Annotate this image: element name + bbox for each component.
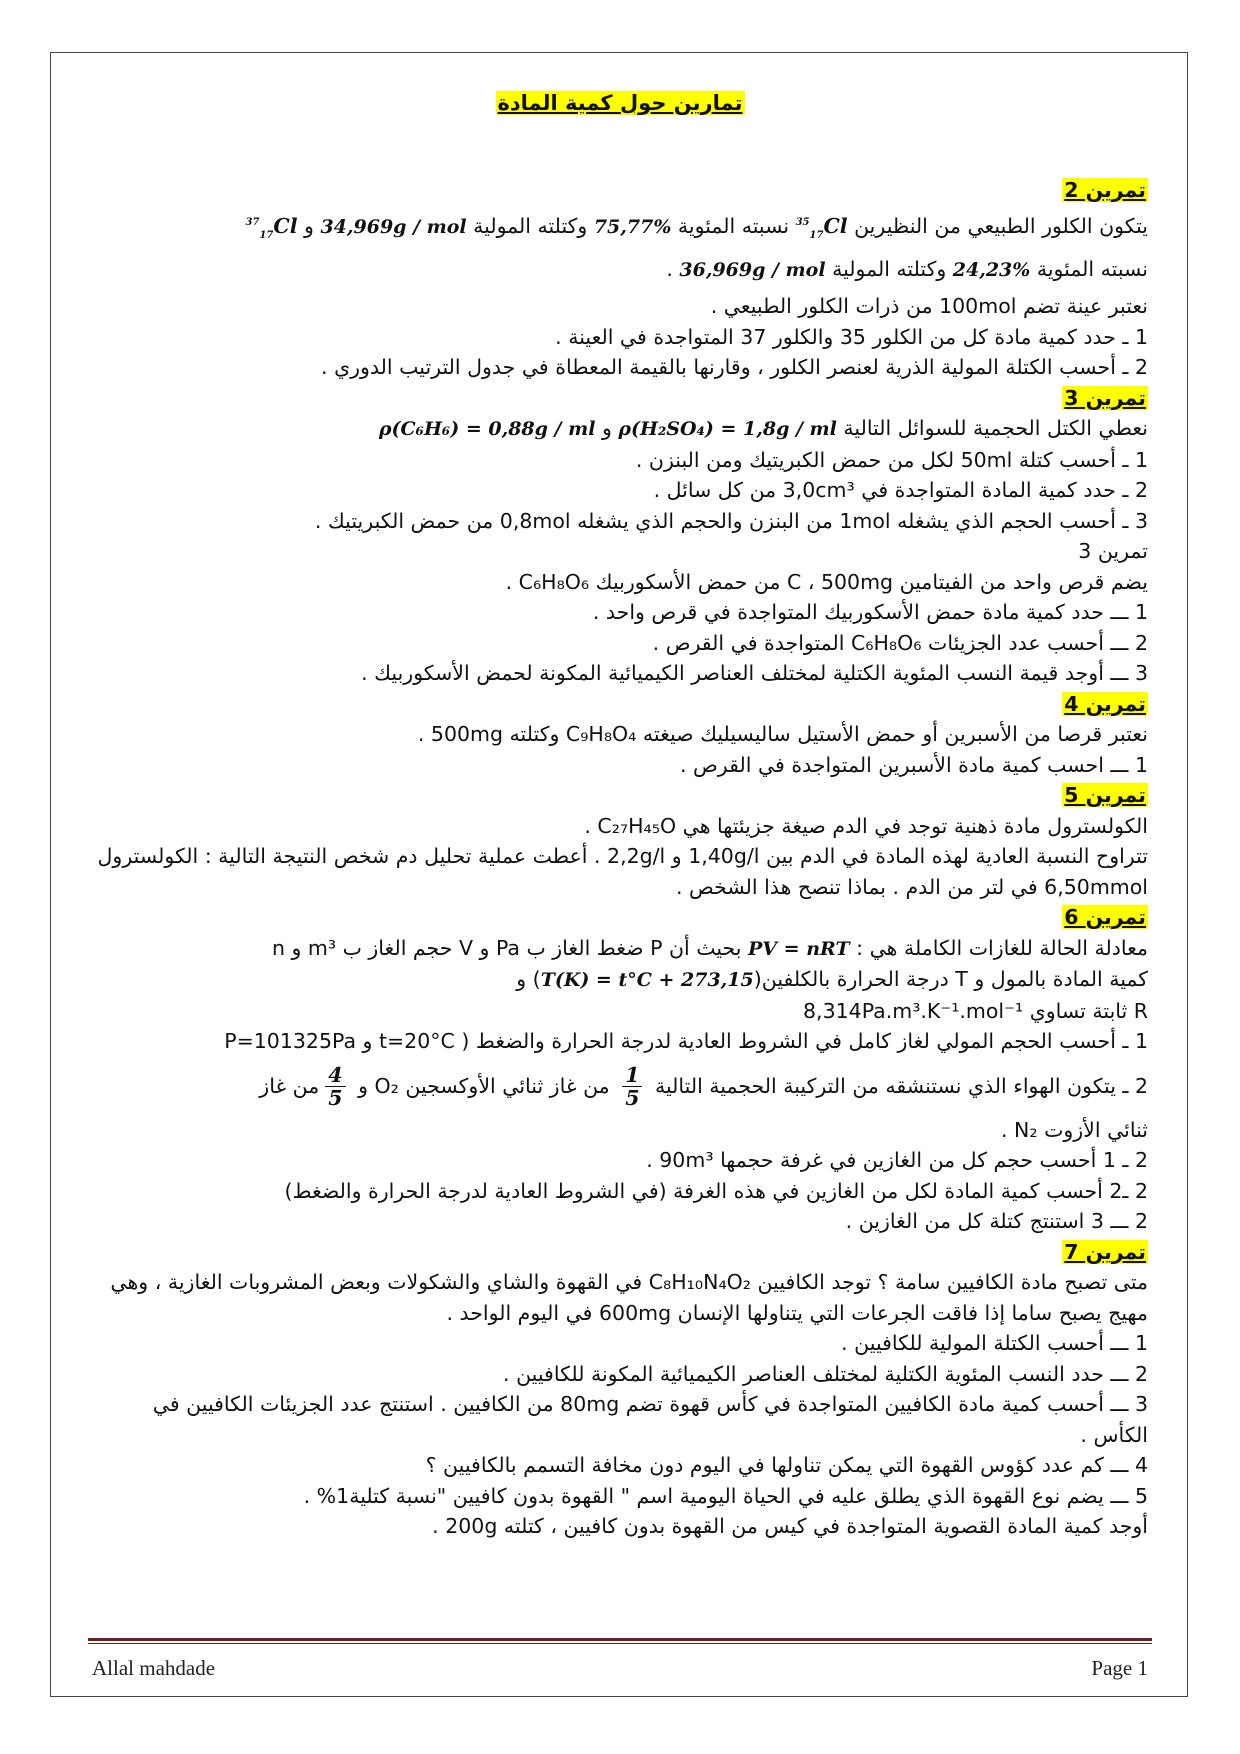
- exercise-3-heading: تمرين 3: [1064, 385, 1146, 410]
- footer-page-number: Page 1: [1091, 1656, 1148, 1680]
- exercise-2-line-3: نعتبر عينة تضم 100mol من ذرات الكلور الطبيعي .: [710, 294, 1148, 318]
- exercise-2-heading: تمرين 2: [1064, 177, 1146, 202]
- exercise-7-line-1: متى تصبح مادة الكافيين سامة ؟ توجد الكافيين C₈H₁₀N₄O₂ في القهوة والشاي والشكولات وبعض المشروبات الغازية ، وهي مهيج يصبح ساما إذا فاقت الجرعات التي يتناولها الإنسان 600mg في اليوم الواحد .: [110, 1270, 1148, 1325]
- exercise-3b-heading: تمرين 3: [1078, 539, 1148, 563]
- footer-author: Allal mahdade: [92, 1656, 216, 1680]
- exercise-2-line-1: يتكون الكلور الطبيعي من النظيرين $^{35}_{17}$Cl نسبته المئوية 75,77% وكتلته المولية 34,969g / mol و $^{37}_{17}$Cl: [245, 214, 1148, 242]
- exercise-3b-question-3: 3 ـــ أوجد قيمة النسب المئوية الكتلية لمختلف العناصر الكيميائية المكونة لحمض الأسكوربيك .: [361, 661, 1148, 685]
- exercise-7-question-1: 1 ـــ أحسب الكتلة المولية للكافيين .: [841, 1331, 1148, 1355]
- exercise-7-question-3: 3 ـــ أحسب كمية مادة الكافيين المتواجدة في كأس قهوة تضم 80mg من الكافيين . استنتج عدد الجزيئات الكافيين في الكأس .: [152, 1392, 1148, 1447]
- exercise-6-question-2-3: 2 ـــ 3 استنتج كتلة كل من الغازين .: [845, 1209, 1148, 1233]
- exercise-6-question-2-2: 2 ـ2 أحسب كمية المادة لكل من الغازين في هذه الغرفة (في الشروط العادية لدرجة الحرارة والضغط): [284, 1178, 1148, 1203]
- page-title: تمارين حول كمية المادة: [497, 91, 743, 115]
- exercise-2-line-2: نسبته المئوية 24,23% وكتلته المولية 36,969g / mol .: [666, 257, 1148, 281]
- exercise-4-line-1: نعتبر قرصا من الأسبرين أو حمض الأستيل ساليسيليك صيغته C₉H₈O₄ وكتلته 500mg .: [417, 722, 1148, 746]
- exercise-7-question-2: 2 ـــ حدد النسب المئوية الكتلية لمختلف العناصر الكيميائية المكونة للكافيين .: [503, 1361, 1148, 1386]
- exercise-4-heading: تمرين 4: [1064, 691, 1146, 716]
- exercise-7-question-5: 5 ـــ يضم نوع القهوة الذي يطلق عليه في الحياة اليومية اسم " القهوة بدون كافيين "نسبة كتلية1% .: [303, 1483, 1148, 1508]
- exercise-6-question-2: 2 ـ يتكون الهواء الذي نستنشقه من التركيبة الحجمية التالية $\frac{1}{5}$ من غاز ثنائي الأوكسجين O₂ و $\frac{4}{5}$ من غاز: [259, 1063, 1148, 1110]
- fraction-four-fifths: $\frac{4}{5}$: [325, 1064, 345, 1109]
- exercise-6-question-2-1: 2 ـ 1 أحسب حجم كل من الغازين في غرفة حجمها 90m³ .: [646, 1148, 1148, 1172]
- exercise-6-heading: تمرين 6: [1064, 905, 1146, 929]
- exercise-3-question-2: 2 ـ حدد كمية المادة المتواجدة في 3,0cm³ من كل سائل .: [653, 478, 1148, 502]
- exercise-6-question-1: 1 ـ أحسب الحجم المولي لغاز كامل في الشروط العادية لدرجة الحرارة والضغط ( t=20°C و P=101325Pa: [224, 1029, 1148, 1053]
- chlorine-37-symbol: $^{37}_{17}$Cl: [245, 214, 298, 242]
- exercise-6-line-1: معادلة الحالة للغازات الكاملة هي : PV = nRT بحيث أن P ضغط الغاز ب Pa و V حجم الغاز ب m³ و n: [271, 935, 1148, 960]
- exercise-4-question-1: 1 ـــ احسب كمية مادة الأسبرين المتواجدة في القرص .: [679, 752, 1148, 777]
- exercise-6-question-2-cont: ثنائي الأزوت N₂ .: [1000, 1117, 1148, 1142]
- exercise-7-question-4: 4 ـــ كم عدد كؤوس القهوة التي يمكن تناولها في اليوم دون مخافة التسمم بالكافيين ؟: [425, 1453, 1148, 1477]
- footer-divider: [88, 1638, 1152, 1641]
- exercise-3b-question-1: 1 ـــ حدد كمية مادة حمض الأسكوربيك المتواجدة في قرص واحد .: [592, 600, 1148, 624]
- document-body: [92, 88, 1148, 1542]
- exercise-3-question-1: 1 ـ أحسب كتلة 50ml لكل من حمض الكبريتيك ومن البنزن .: [635, 447, 1148, 472]
- chlorine-35-symbol: $^{35}_{17}$Cl: [795, 214, 848, 242]
- footer-divider-thin: [88, 1643, 1152, 1644]
- exercise-3b-question-2: 2 ـــ أحسب عدد الجزيئات C₆H₈O₆ المتواجدة في القرص .: [652, 630, 1148, 655]
- exercise-6-line-3: R ثابتة تساوي 8,314Pa.m³.K⁻¹.mol⁻¹: [803, 998, 1148, 1023]
- exercise-5-line-1: الكولسترول مادة ذهنية توجد في الدم صيغة جزيئتها هي C₂₇H₄₅O .: [584, 813, 1148, 838]
- exercise-5-heading: تمرين 5: [1064, 783, 1146, 807]
- exercise-6-line-2: كمية المادة بالمول و T درجة الحرارة بالكلفين(T(K) = t°C + 273,15) و: [516, 967, 1148, 991]
- exercise-2-question-2: 2 ـ أحسب الكتلة المولية الذرية لعنصر الكلور ، وقارنها بالقيمة المعطاة في جدول الترتيب الدوري .: [321, 355, 1148, 379]
- page-footer: [92, 1656, 1148, 1686]
- exercise-7-heading: تمرين 7: [1064, 1239, 1146, 1264]
- fraction-one-fifth: $\frac{1}{5}$: [622, 1064, 642, 1109]
- exercise-3b-line-1: يضم قرص واحد من الفيتامين C ، 500mg من حمض الأسكوربيك C₆H₈O₆ .: [505, 569, 1148, 594]
- exercise-2-question-1: 1 ـ حدد كمية مادة كل من الكلور 35 والكلور 37 المتواجدة في العينة .: [555, 324, 1148, 349]
- exercise-7-question-6: أوجد كمية المادة القصوية المتواجدة في كيس من القهوة بدون كافيين ، كتلته 200g .: [432, 1514, 1148, 1538]
- exercise-3-question-3: 3 ـ أحسب الحجم الذي يشغله 1mol من البنزن والحجم الذي يشغله 0,8mol من حمض الكبريتيك .: [314, 508, 1148, 533]
- exercise-3-line-1: نعطي الكتل الحجمية للسوائل التالية ρ(H₂SO₄) = 1,8g / ml و ρ(C₆H₆) = 0,88g / ml: [378, 416, 1148, 440]
- exercise-5-line-2: تتراوح النسبة العادية لهذه المادة في الدم بين 1,40g/l و 2,2g/l . أعطت عملية تحليل دم شخص النتيجة التالية : الكولسترول 6,50mmol في لتر من الدم . بماذا تنصح هذا الشخص .: [97, 844, 1148, 899]
